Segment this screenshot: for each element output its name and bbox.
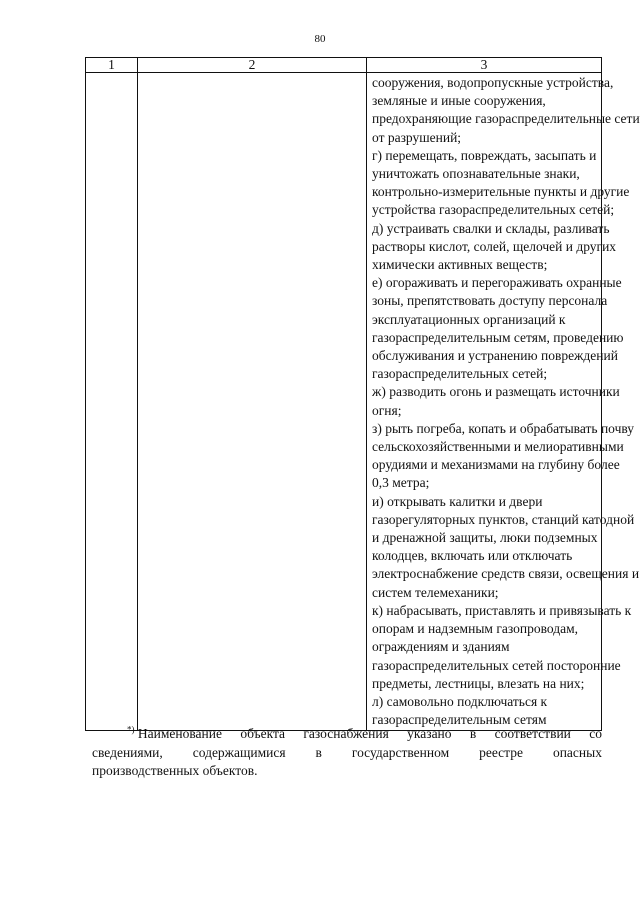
footnote-word (127, 725, 222, 744)
cell-col-2 (138, 73, 367, 731)
footnote-word: реестре (479, 744, 523, 760)
footnote-word: сведениями, (92, 744, 163, 760)
text-line: и) открывать калитки и двери (372, 493, 543, 509)
text-line: химически активных веществ; (372, 257, 548, 273)
regulation-table (85, 57, 640, 731)
text-line: обслуживания и устранению повреждений (372, 348, 618, 364)
text-line: газораспределительных сетей; (372, 366, 548, 382)
text-line: 0,3 метра; (372, 475, 430, 491)
header-col-2: 2 (138, 58, 367, 73)
footnote-line-2 (92, 744, 602, 763)
text-line: предметы, лестницы, влезать на них; (372, 675, 585, 691)
footnote-word: государственном (351, 744, 450, 760)
footnote-word: опасных (552, 744, 602, 760)
text-line: орудиями и механизмами на глубину более (372, 457, 620, 473)
footnote-line-1 (92, 725, 602, 744)
footnote-word: содержащимися (192, 744, 286, 760)
footnote-word: в (469, 726, 477, 741)
prohibitions-text (367, 73, 640, 730)
text-line: ограждениям и зданиям (372, 639, 510, 655)
text-line: устройства газораспределительных сетей; (372, 202, 615, 218)
text-line: от разрушений; (372, 129, 462, 145)
text-line: газорегуляторных пунктов, станций катодной (372, 511, 635, 527)
cell-col-1 (86, 73, 138, 731)
text-line: растворы кислот, солей, щелочей и других (372, 238, 617, 254)
text-line: огня; (372, 402, 402, 418)
text-line: предохраняющие газораспределительные сети (372, 111, 640, 127)
text-line: е) огораживать и перегораживать охранные (372, 275, 622, 291)
text-line: систем телемеханики; (372, 584, 499, 600)
text-line: газораспределительных сетей посторонние (372, 657, 621, 673)
text-line: л) самовольно подключаться к (372, 693, 548, 709)
text-line: сооружения, водопропускные устройства, (372, 75, 614, 90)
text-line: земляные и иные сооружения, (372, 93, 546, 109)
text-line: к) набрасывать, приставлять и привязывать к (372, 602, 632, 618)
text-line: д) устраивать свалки и склады, разливать (372, 220, 610, 236)
footnote-word: со (589, 726, 602, 741)
footnote-word: в (315, 744, 322, 760)
page-number: 80 (314, 33, 326, 45)
text-line: г) перемещать, повреждать, засыпать и (372, 147, 597, 163)
footnote-word: указано (407, 726, 452, 741)
text-line: уничтожать опознавательные знаки, (372, 166, 580, 182)
text-line: и дренажной защиты, люки подземных (372, 530, 598, 546)
header-col-3: 3 (367, 58, 602, 73)
text-line: зоны, препятствовать доступу персонала (372, 293, 608, 309)
text-line: сельскохозяйственными и мелиоративными (372, 439, 624, 455)
text-line: газораспределительным сетям, проведению (372, 329, 624, 345)
text-line: опорам и надземным газопроводам, (372, 621, 578, 637)
text-line: газораспределительным сетям (372, 712, 547, 728)
text-line: з) рыть погреба, копать и обрабатывать почву (372, 420, 635, 436)
footnote-word-text: Наименование (134, 726, 222, 741)
footnote-line-3: производственных объектов. (92, 763, 258, 779)
footnote-word: соответствии (494, 726, 571, 741)
table-header-row (86, 58, 602, 73)
footnote-word: газоснабжения (303, 726, 389, 741)
footnote (92, 725, 602, 781)
text-line: колодцев, включать или отключать (372, 548, 573, 564)
table-row (86, 73, 602, 731)
header-col-1: 1 (86, 58, 138, 73)
cell-col-3 (367, 73, 640, 731)
text-line: контрольно-измерительные пункты и другие (372, 184, 630, 200)
text-line: ж) разводить огонь и размещать источники (372, 384, 620, 400)
footnote-word: объекта (240, 726, 286, 741)
text-line: электроснабжение средств связи, освещения и (372, 566, 640, 582)
footnote-marker: *) (127, 724, 135, 735)
text-line: эксплуатационных организаций к (372, 311, 566, 327)
